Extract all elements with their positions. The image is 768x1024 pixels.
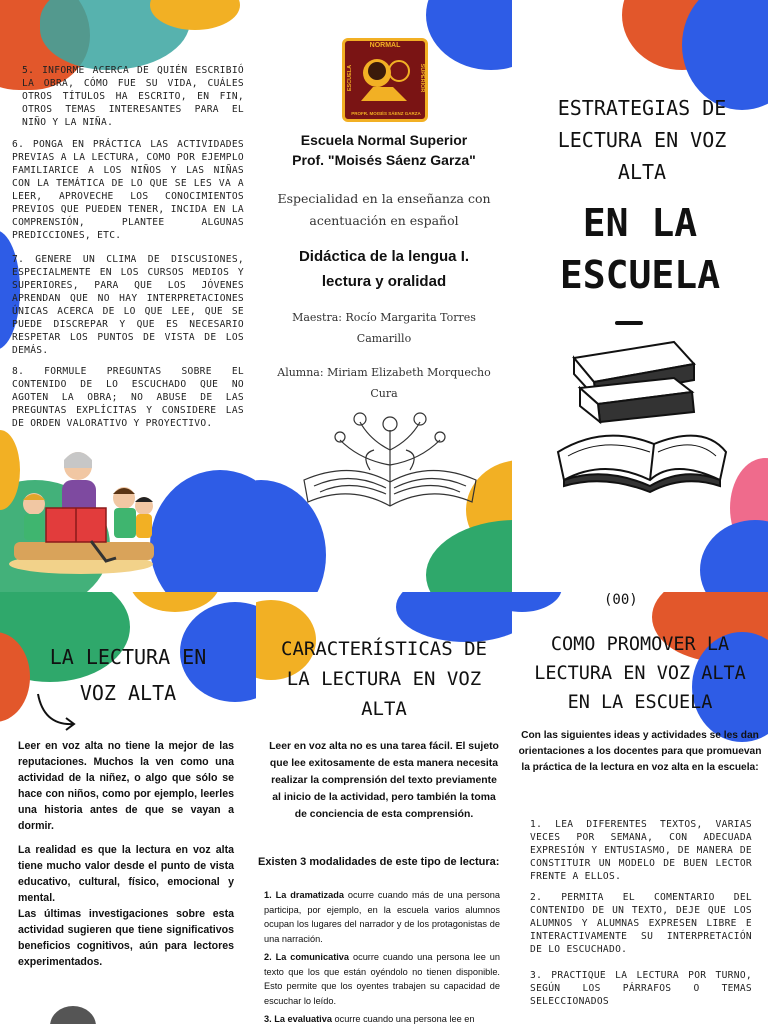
promote-item-2: 2. PERMITA EL COMENTARIO DEL CONTENIDO DE UN TEXTO, DEJE QUE LOS ALUMNOS Y ALUMNAS EXPRESEN LIBRE E INTERACTIVAMENTE SU INTERPRETACIÓN DE LO ESCUCHADO.: [530, 892, 752, 955]
logo-right-text: SUPERIOR: [419, 63, 425, 93]
school-logo: [342, 38, 428, 122]
deco-text: (00): [604, 592, 638, 608]
student-name: Alumna: Miriam Elizabeth Morquecho Cura: [277, 366, 491, 400]
stacked-books-illustration: [554, 340, 734, 500]
promote-item-3: 3. PRACTIQUE LA LECTURA POR TURNO, SEGÚN LOS PÁRRAFOS O TEMAS SELECCIONADOS: [530, 970, 752, 1007]
deco-blob-blue-top: [426, 0, 512, 70]
paragraph-1: Leer en voz alta no tiene la mejor de las reputaciones. Muchos la ven como una actividad de la niñez, o algo que sólo se hace con niños, como por ejemplo, leerles una historia antes de que se vayan a dormir.: [18, 740, 234, 832]
deco-blob-dark-b: [50, 1006, 96, 1024]
reading-children-illustration: [6, 446, 156, 576]
panel-top-center: [256, 0, 512, 592]
logo-left-text: ESCUELA: [347, 64, 353, 92]
list-item-8: 8. FORMULE PREGUNTAS SOBRE EL CONTENIDO DE LO ESCUCHADO QUE NO AGOTEN LA OBRA; NO ABUSE DE LAS PREGUNTAS EXPLÍCITAS Y CONSIDERE LAS DE ORDEN VALORATIVO Y PROYECTIVO.: [12, 366, 244, 429]
panel-bottom-left: [0, 592, 256, 1024]
panel-bottom-right: [512, 592, 768, 1024]
title-divider: [615, 321, 643, 325]
paragraph-2: La realidad es que la lectura en voz alta tiene mucho valor desde el punto de vista educativo, cultural, físico, emocional y mental. Las últimas investigaciones sobre esta actividad sugieren que tiene significativos beneficios cognitivos, aún para lectores experimentados.: [18, 844, 234, 968]
specialty-text: Especialidad en la enseñanza con acentuación en español: [277, 191, 491, 228]
teacher-name: Maestra: Rocío Margarita Torres Camarillo: [292, 311, 476, 345]
deco-blob-blue-bottom: [150, 470, 256, 592]
modality-1: 1. La dramatizada ocurre cuando más de una persona participa, por ejemplo, en la escuela varios alumnos ocupan los lugares del narrador y de los protagonistas de una narración.: [264, 890, 501, 944]
title-small: ESTRATEGIAS DE LECTURA EN VOZ ALTA: [557, 96, 727, 184]
section-title: COMO PROMOVER LA LECTURA EN VOZ ALTA EN LA ESCUELA: [534, 634, 746, 713]
logo-portrait-icon: [357, 51, 413, 103]
panel-top-left: [0, 0, 256, 592]
logo-top-text: NORMAL: [369, 42, 401, 49]
school-name-line2: Prof. "Moisés Sáenz Garza": [292, 152, 476, 168]
logo-bottom-text: PROFR. MOISÉS SÁENZ GARZA: [351, 111, 421, 116]
section-title: CARACTERÍSTICAS DE LA LECTURA EN VOZ ALTA: [281, 638, 487, 720]
course-line2: lectura y oralidad: [321, 273, 447, 290]
section-title-line1: LA LECTURA EN: [49, 645, 207, 669]
course-line1: Didáctica de la lengua I.: [298, 248, 470, 265]
modalities-intro: Existen 3 modalidades de este tipo de lectura:: [258, 856, 500, 868]
modality-3: 3. La evaluativa ocurre cuando una persona lee en: [264, 1014, 475, 1024]
school-name-line1: Escuela Normal Superior: [300, 132, 468, 148]
list-item-6: 6. PONGA EN PRÁCTICA LAS ACTIVIDADES PREVIAS A LA LECTURA, COMO POR EJEMPLO FAMILIARICE A LOS NIÑOS Y LAS NIÑAS CON LA TEMÁTICA DE LO QUE SE LES VA A LEER, APROVECHE LOS CONOCIMIENTOS PREVIOS QUE PUEDEN TENER, INCIDA EN LA COMPRENSIÓN, PLANTEE ALGUNAS PREDICCIONES, ETC.: [12, 139, 244, 241]
modality-2: 2. La comunicativa ocurre cuando una persona lee un texto que los que están oyéndolo no tienen disponible. Esto permite que los oyentes trabajen su capacidad de escuchar lo leído.: [264, 952, 500, 1006]
title-big-line2: ESCUELA: [559, 253, 721, 297]
modalities-list: [264, 888, 500, 1024]
intro-paragraph: Con las siguientes ideas y actividades se les dan orientaciones a los docentes para que promuevan la práctica de la lectura en voz alta en la escuela:: [518, 730, 762, 773]
deco-blob-blue-right-bottom: [700, 520, 768, 592]
deco-blob-green-bottom2: [426, 520, 512, 592]
promote-item-1: 1. LEA DIFERENTES TEXTOS, VARIAS VECES POR SEMANA, CON ADECUADA EXPRESIÓN Y ENTUSIASMO, DE MANERA DE CONSTITUIR UN MODELO DE BUEN LECTOR FRENTE A ELLOS.: [530, 819, 752, 882]
intro-paragraph: Leer en voz alta no es una tarea fácil. El sujeto que lee exitosamente de esta manera necesita realizar la comprensión del texto previamente al inicio de la actividad, pero también la toma de conciencia de esta comprensión.: [269, 741, 499, 820]
deco-blob-blue-d2: [512, 592, 562, 612]
panel-top-right: [512, 0, 768, 592]
panel-bottom-center: [256, 592, 512, 1024]
section-title-line2: VOZ ALTA: [79, 681, 177, 705]
curved-arrow-icon: [34, 688, 82, 736]
title-big-line1: EN LA: [582, 201, 698, 245]
open-book-flowers-illustration: [300, 410, 480, 520]
list-item-5: 5. INFORME ACERCA DE QUIÉN ESCRIBIÓ LA OBRA, CÓMO FUE SU VIDA, CUÁLES OTROS TÍTULOS HA ESCRITO, EN FIN, OTROS TEMAS INTERESANTES PARA EL NIÑO Y LA NIÑA.: [22, 65, 244, 128]
list-item-7: 7. GENERE UN CLIMA DE DISCUSIONES, ESPECIALMENTE EN LOS CURSOS MEDIOS Y SUPERIORES, PARA QUE LOS JÓVENES APRENDAN QUE NO HAY INTERPRETACIONES ÚNICAS ACERCA DE LO QUE LEE, QUE SE PUEDE DISCREPAR Y QUE ES NECESARIO RESPETAR LOS PUNTOS DE VISTA DE LOS DEMÁS.: [12, 254, 244, 356]
